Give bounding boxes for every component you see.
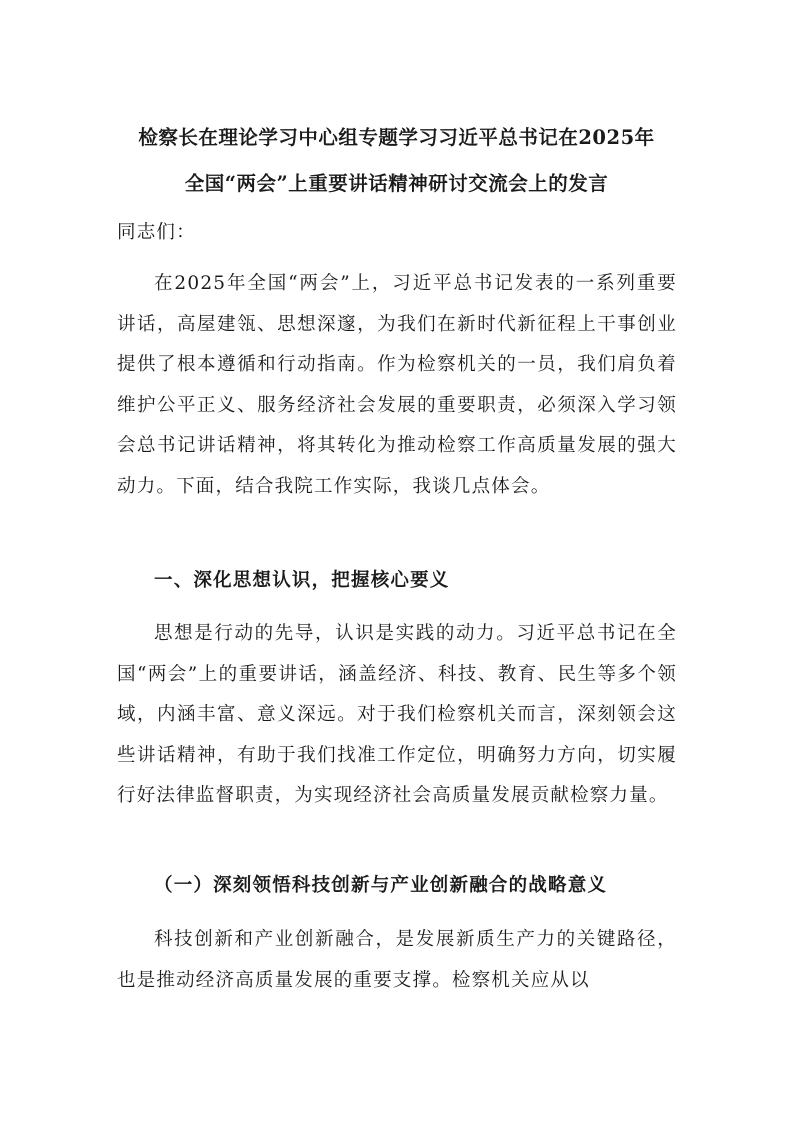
paragraph-subsection-1: 科技创新和产业创新融合，是发展新质生产力的关键路径，也是推动经济高质量发展的重要支撑。检察机关应从以 bbox=[117, 929, 677, 991]
salutation: 同志们： bbox=[117, 222, 196, 243]
document-title-line-2: 全国“两会”上重要讲话精神研讨交流会上的发言 bbox=[184, 172, 609, 195]
subsection-heading-1: （一）深刻领悟科技创新与产业创新融合的战略意义 bbox=[154, 875, 608, 896]
section-heading-1: 一、深化思想认识，把握核心要义 bbox=[154, 570, 450, 591]
document-title-line-1: 检察长在理论学习中心组专题学习习近平总书记在2025年 bbox=[138, 126, 655, 149]
paragraph-intro: 在2025年全国“两会”上，习近平总书记发表的一系列重要讲话，高屋建瓴、思想深邃，为我们在新时代新征程上干事创业提供了根本遵循和行动指南。作为检察机关的一员，我们肩负着维护公平正义、服务经济社会发展的重要职责，必须深入学习领会总书记讲话精神，将其转化为推动检察工作高质量发展的强大动力。下面，结合我院工作实际，我谈几点体会。 bbox=[117, 273, 677, 497]
paragraph-section-1: 思想是行动的先导，认识是实践的动力。习近平总书记在全国“两会”上的重要讲话，涵盖经济、科技、教育、民生等多个领域，内涵丰富、意义深远。对于我们检察机关而言，深刻领会这些讲话精神，有助于我们找准工作定位，明确努力方向，切实履行好法律监督职责，为实现经济社会高质量发展贡献检察力量。 bbox=[117, 623, 677, 806]
